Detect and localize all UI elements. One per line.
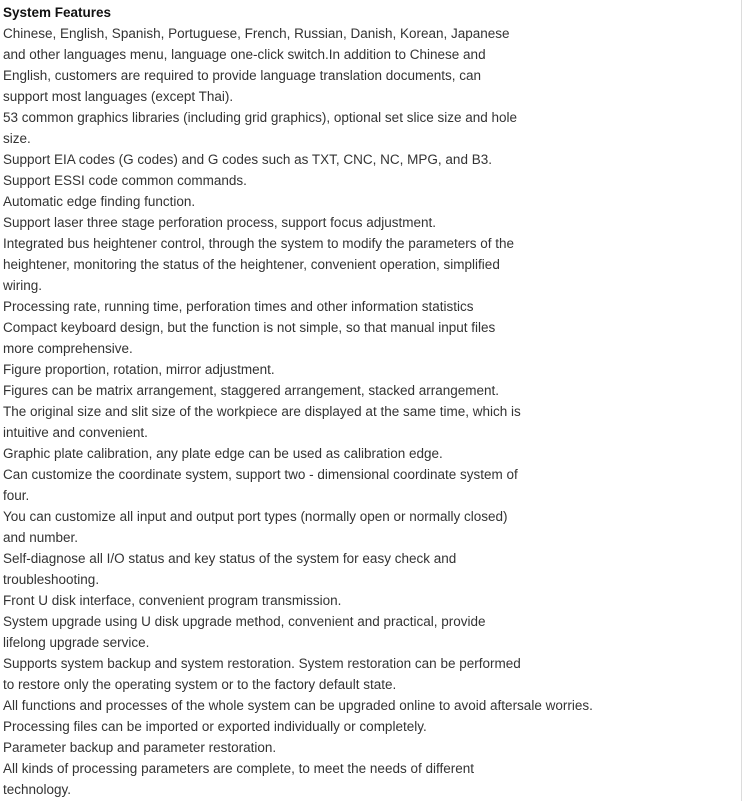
feature-text-line: Support laser three stage perforation process, support focus adjustment. [3,215,436,230]
feature-text-line: technology. [3,782,72,797]
feature-text-line: The original size and slit size of the workpiece are displayed at the same time, which is [3,404,521,419]
feature-text-block [3,23,741,800]
feature-text-line: All kinds of processing parameters are complete, to meet the needs of different [3,761,475,776]
feature-text-line: wiring. [3,278,43,293]
feature-text-line: more comprehensive. [3,341,133,356]
feature-text-line: Processing files can be imported or exported individually or completely. [3,719,427,734]
feature-text-line: heightener, monitoring the status of the heightener, convenient operation, simplified [3,257,500,272]
feature-text-line: All functions and processes of the whole system can be upgraded online to avoid aftersale worries. [3,698,593,713]
feature-text-line: and number. [3,530,79,545]
feature-text-line: You can customize all input and output port types (normally open or normally closed) [3,509,508,524]
feature-text-line: 53 common graphics libraries (including grid graphics), optional set slice size and hole [3,110,518,125]
feature-text-line: intuitive and convenient. [3,425,148,440]
feature-text-line: Graphic plate calibration, any plate edge can be used as calibration edge. [3,446,443,461]
feature-text-line: Can customize the coordinate system, support two - dimensional coordinate system of [3,467,518,482]
feature-text-line: Figure proportion, rotation, mirror adjustment. [3,362,275,377]
feature-text-line: Compact keyboard design, but the function is not simple, so that manual input files [3,320,496,335]
feature-text-line: Front U disk interface, convenient program transmission. [3,593,342,608]
feature-text-line: to restore only the operating system or to the factory default state. [3,677,397,692]
section-heading: System Features [3,5,112,20]
feature-text-line: Parameter backup and parameter restoration. [3,740,277,755]
feature-text-line: Automatic edge finding function. [3,194,196,209]
feature-text-line: troubleshooting. [3,572,100,587]
feature-text-line: Figures can be matrix arrangement, staggered arrangement, stacked arrangement. [3,383,500,398]
feature-text-line: Support EIA codes (G codes) and G codes such as TXT, CNC, NC, MPG, and B3. [3,152,492,167]
feature-text-line: and other languages menu, language one-click switch.In addition to Chinese and [3,47,486,62]
vertical-scrollbar[interactable] [741,0,751,801]
feature-text-line: support most languages (except Thai). [3,89,234,104]
feature-text-line: English, customers are required to provide language translation documents, can [3,68,482,83]
feature-text-line: Self-diagnose all I/O status and key status of the system for easy check and [3,551,457,566]
feature-text-line: Chinese, English, Spanish, Portuguese, French, Russian, Danish, Korean, Japanese [3,26,510,41]
feature-text-line: lifelong upgrade service. [3,635,150,650]
feature-text-line: size. [3,131,31,146]
feature-text-line: Processing rate, running time, perforation times and other information statistics [3,299,474,314]
feature-text-line: Integrated bus heightener control, through the system to modify the parameters of the [3,236,515,251]
feature-text-line: four. [3,488,30,503]
feature-text-line: System upgrade using U disk upgrade method, convenient and practical, provide [3,614,486,629]
feature-text-line: Support ESSI code common commands. [3,173,247,188]
feature-text-line: Supports system backup and system restoration. System restoration can be performed [3,656,521,671]
